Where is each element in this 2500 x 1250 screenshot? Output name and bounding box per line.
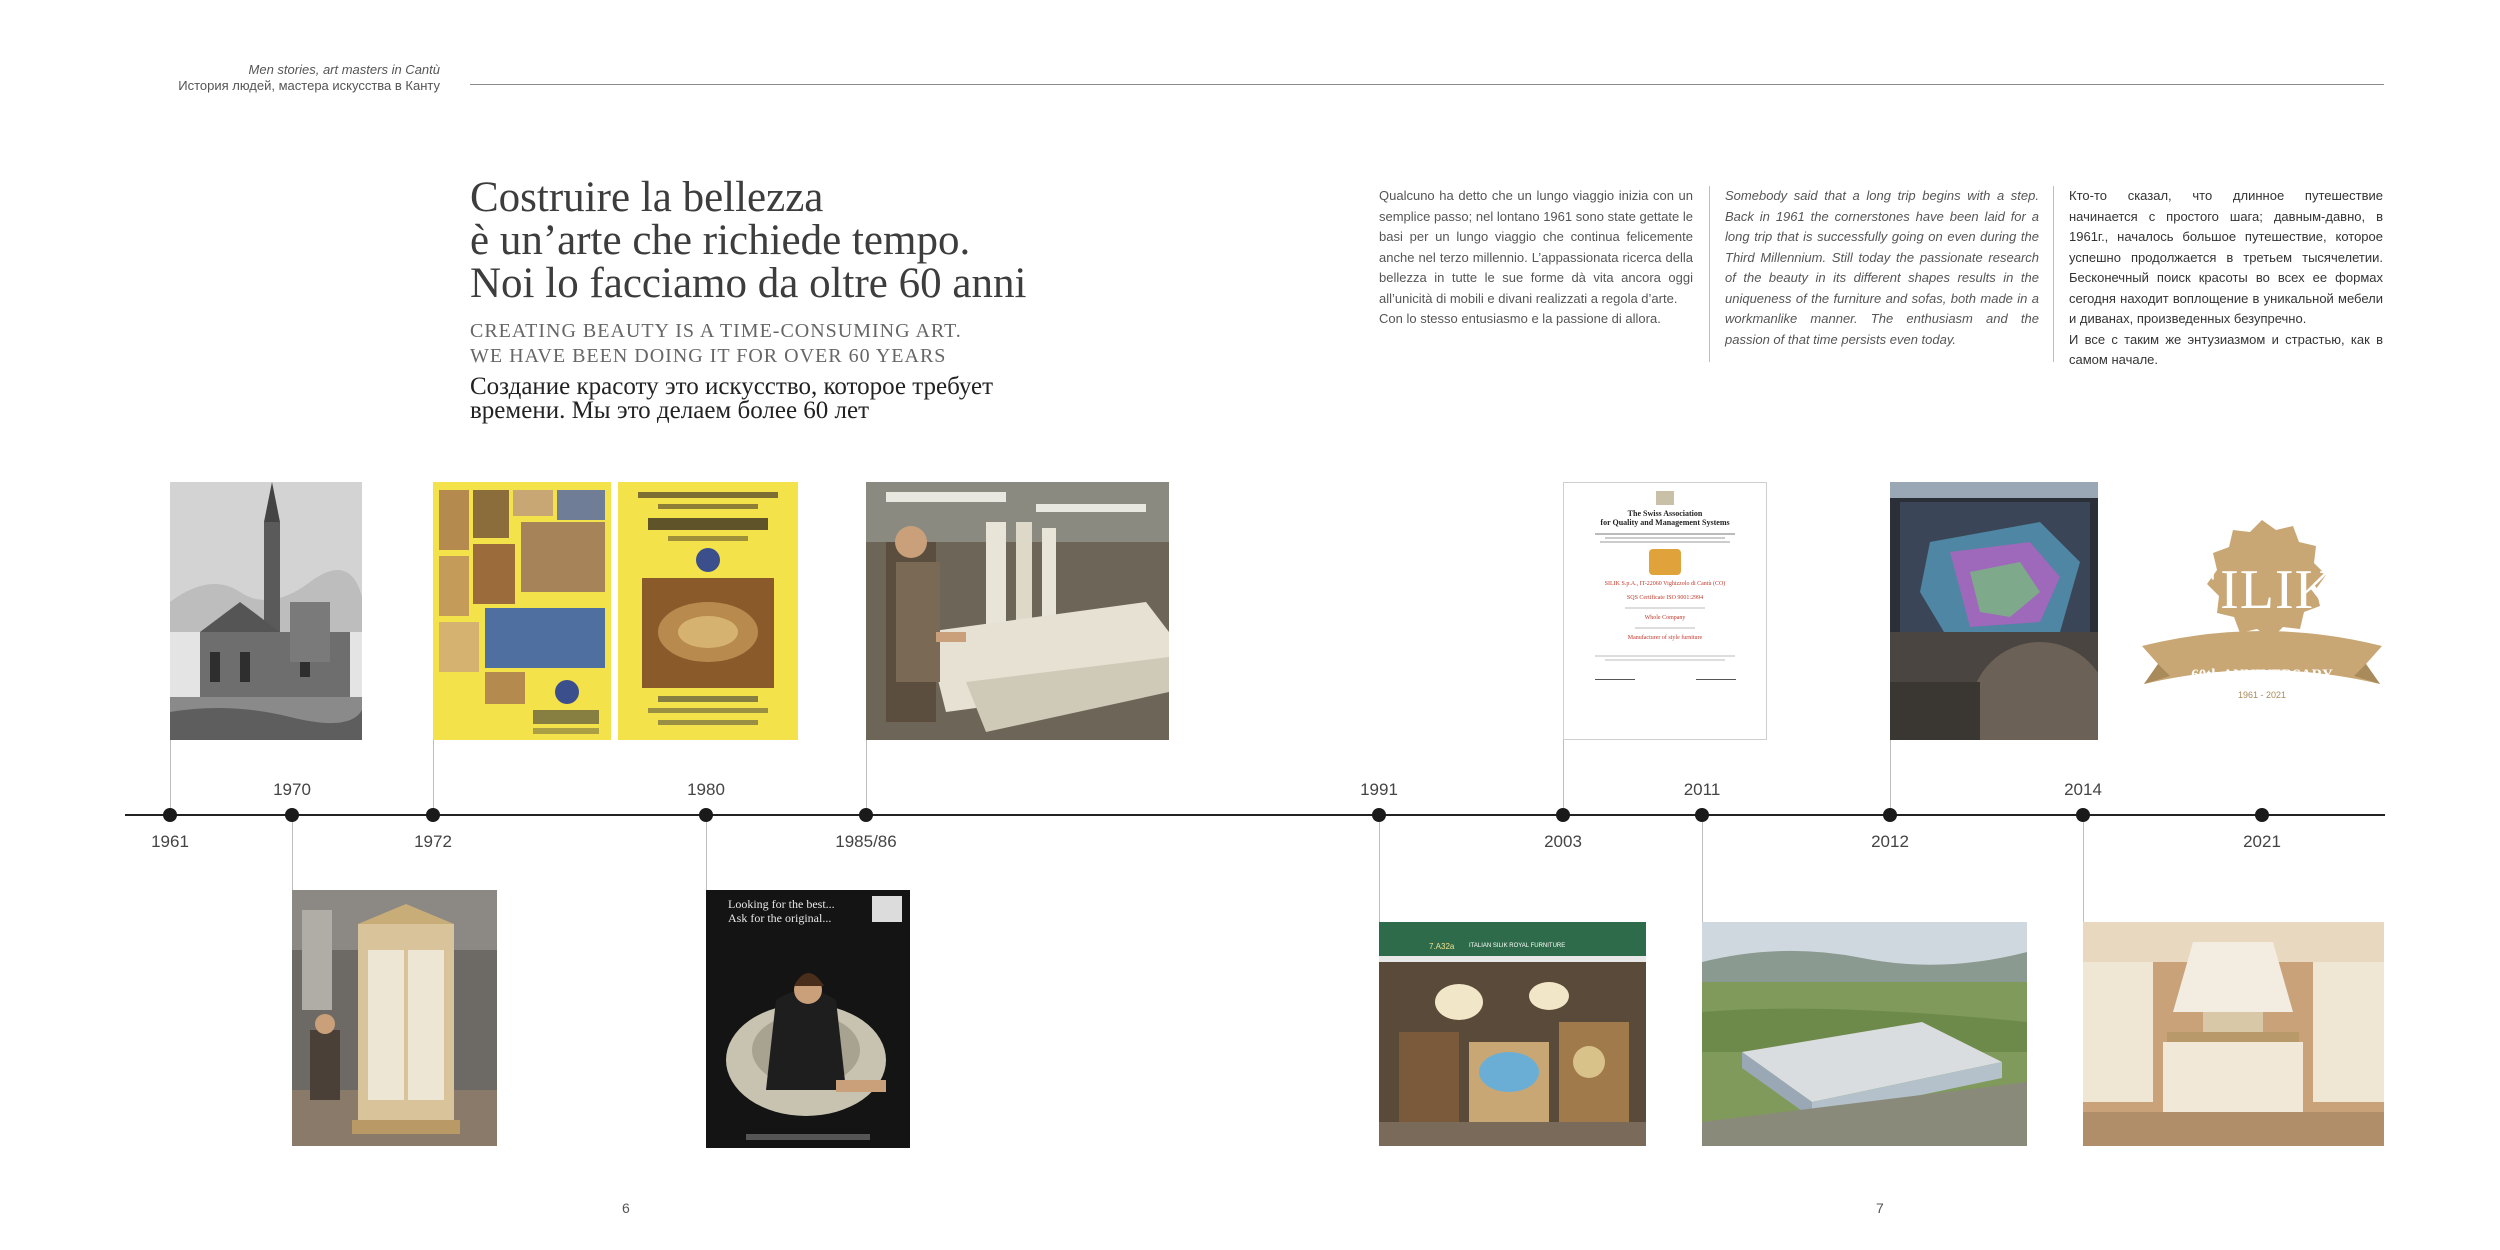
certificate-emblem-icon bbox=[1656, 491, 1674, 505]
photo-1972-catalog-left bbox=[433, 482, 611, 740]
certificate-silik-badge bbox=[1649, 549, 1681, 575]
year-label-2012: 2012 bbox=[1871, 832, 1909, 851]
photo-1985-workshop bbox=[866, 482, 1169, 740]
photo-2003-certificate bbox=[1563, 482, 1767, 740]
connector-1972 bbox=[433, 740, 434, 814]
certificate-number: SQS Certificate ISO 9001:2994 bbox=[1626, 595, 1704, 601]
timeline-dot-1970 bbox=[285, 808, 299, 822]
intro-english bbox=[1725, 186, 2039, 350]
connector-2011 bbox=[1702, 814, 1703, 922]
timeline-dot-2021 bbox=[2255, 808, 2269, 822]
intro-italian bbox=[1379, 186, 1693, 330]
headline-it-line-3: Noi lo facciamo da oltre 60 anni bbox=[470, 260, 1027, 307]
page-number-left: 6 bbox=[622, 1200, 630, 1216]
intro-russian bbox=[2069, 186, 2383, 371]
year-label-1991: 1991 bbox=[1360, 780, 1398, 799]
fair-booth-name: 7.A32a bbox=[1429, 942, 1455, 951]
photo-1991-trade-fair bbox=[1379, 922, 1646, 1146]
timeline-dot-2011 bbox=[1695, 808, 1709, 822]
timeline-dot-1972 bbox=[426, 808, 440, 822]
certificate-company: SILIK S.p.A., IT-22060 Vighizzolo di Cantù (CO) bbox=[1604, 581, 1726, 587]
year-label-2014: 2014 bbox=[2064, 780, 2102, 799]
certificate-org-line-2: for Quality and Management Systems bbox=[1600, 518, 1730, 527]
timeline-dot-1991 bbox=[1372, 808, 1386, 822]
photo-1980-advertisement bbox=[706, 890, 910, 1148]
photo-2011-factory-aerial bbox=[1702, 922, 2027, 1146]
certificate-signature-1 bbox=[1595, 671, 1635, 680]
connector-1961 bbox=[170, 740, 171, 814]
headline-italian bbox=[470, 176, 1230, 305]
headline-it-line-1: Costruire la bellezza bbox=[470, 174, 824, 221]
certificate-org-line-1: The Swiss Association bbox=[1627, 509, 1703, 518]
timeline-axis bbox=[125, 814, 2385, 816]
headline-it-line-2: è un’arte che richiede tempo. bbox=[470, 217, 971, 264]
anniversary-ribbon-text: 60th ANNIVERSARY bbox=[2191, 667, 2333, 683]
running-header-line-2: История людей, мастера искусства в Канту bbox=[178, 78, 440, 93]
year-label-2011: 2011 bbox=[1683, 780, 1721, 799]
ad-tagline-2: Ask for the original... bbox=[728, 911, 832, 925]
intro-ru-closing: И все с таким же энтузиазмом и страстью, как в самом начале. bbox=[2069, 331, 2383, 367]
column-divider bbox=[2053, 186, 2054, 362]
connector-1991 bbox=[1379, 814, 1380, 922]
headline-ru-line-1: Создание красоту это искусство, которое требует bbox=[470, 373, 994, 400]
anniversary-logo bbox=[2140, 516, 2384, 706]
headline-ru-line-2: времени. Мы это делаем более 60 лет bbox=[470, 397, 870, 424]
intro-it-closing: Con lo stesso entusiasmo e la passione di allora. bbox=[1379, 311, 1661, 326]
connector-1970 bbox=[292, 814, 293, 890]
photo-1970-cabinet-craftsmen bbox=[292, 890, 497, 1146]
timeline-dot-1985 bbox=[859, 808, 873, 822]
certificate-signature-2 bbox=[1696, 671, 1736, 680]
page-number-right: 7 bbox=[1876, 1200, 1884, 1216]
photo-2012-cad-screen bbox=[1890, 482, 2098, 740]
timeline-dot-2003 bbox=[1556, 808, 1570, 822]
year-label-2021: 2021 bbox=[2243, 832, 2281, 851]
headline-russian bbox=[470, 375, 1230, 423]
timeline-dot-1980 bbox=[699, 808, 713, 822]
running-header-line-1: Men stories, art masters in Cantù bbox=[248, 62, 440, 77]
year-label-1970: 1970 bbox=[273, 780, 311, 799]
headline-english bbox=[470, 319, 1230, 369]
year-label-1985-86: 1985/86 bbox=[835, 832, 897, 851]
year-label-1972: 1972 bbox=[414, 832, 452, 851]
headline-en-line-1: CREATING BEAUTY IS A TIME-CONSUMING ART. bbox=[470, 320, 962, 342]
photo-1961-church-engraving bbox=[170, 482, 362, 740]
timeline-dot-1961 bbox=[163, 808, 177, 822]
certificate-activity: Manufacturer of style furniture bbox=[1627, 635, 1703, 641]
intro-en-paragraph: Somebody said that a long trip begins with a step. Back in 1961 the cornerstones have been laid for a long trip that is successfully going on even during the Third Millennium. Still today the passionate research of the beauty in its different shapes results in the uniqueness of the furniture and sofas, both made in a workmanlike manner. The enthusiasm and the passion of that time persists even today. bbox=[1725, 188, 2039, 347]
connector-2003 bbox=[1563, 740, 1564, 814]
year-label-2003: 2003 bbox=[1544, 832, 1582, 851]
timeline-dot-2012 bbox=[1883, 808, 1897, 822]
ad-tagline-1: Looking for the best... bbox=[728, 897, 835, 911]
certificate-scope: Whole Company bbox=[1644, 615, 1686, 621]
year-label-1961: 1961 bbox=[151, 832, 189, 851]
connector-2012 bbox=[1890, 740, 1891, 814]
intro-ru-paragraph: Кто-то сказал, что длинное путешествие начинается с простого шага; давным-давно, в 1961г., началось большое путешествие, которое успешно продолжается в третьем тысячелетии. Бесконечный поиск красоты во всех ее формах сегодня находит воплощение в уникальной мебели и диванах, произведенных безупречно. bbox=[2069, 188, 2383, 326]
anniversary-brand: SILIK bbox=[2187, 559, 2337, 621]
header-rule bbox=[470, 84, 2384, 85]
fair-banner: ITALIAN SILIK ROYAL FURNITURE bbox=[1469, 943, 1566, 949]
timeline-dot-2014 bbox=[2076, 808, 2090, 822]
running-header bbox=[150, 62, 440, 94]
photo-1972-catalog-right bbox=[618, 482, 798, 740]
connector-1985 bbox=[866, 740, 867, 814]
intro-it-paragraph: Qualcuno ha detto che un lungo viaggio inizia con un semplice passo; nel lontano 1961 sono state gettate le basi per un lungo viaggio che continua felicemente anche nel terzo millennio. L’appassionata ricerca della bellezza in tutte le sue forme dà vita ancora oggi all’unicità di mobili e divani realizzati a regola d’arte. bbox=[1379, 188, 1693, 306]
headline-en-line-2: WE HAVE BEEN DOING IT FOR OVER 60 YEARS bbox=[470, 345, 947, 367]
column-divider bbox=[1709, 186, 1710, 362]
year-label-1980: 1980 bbox=[687, 780, 725, 799]
connector-2014 bbox=[2083, 814, 2084, 922]
connector-1980 bbox=[706, 814, 707, 890]
headline-block bbox=[470, 176, 1230, 423]
anniversary-dates: 1961 - 2021 bbox=[2237, 690, 2287, 700]
photo-2014-kitchen bbox=[2083, 922, 2384, 1146]
